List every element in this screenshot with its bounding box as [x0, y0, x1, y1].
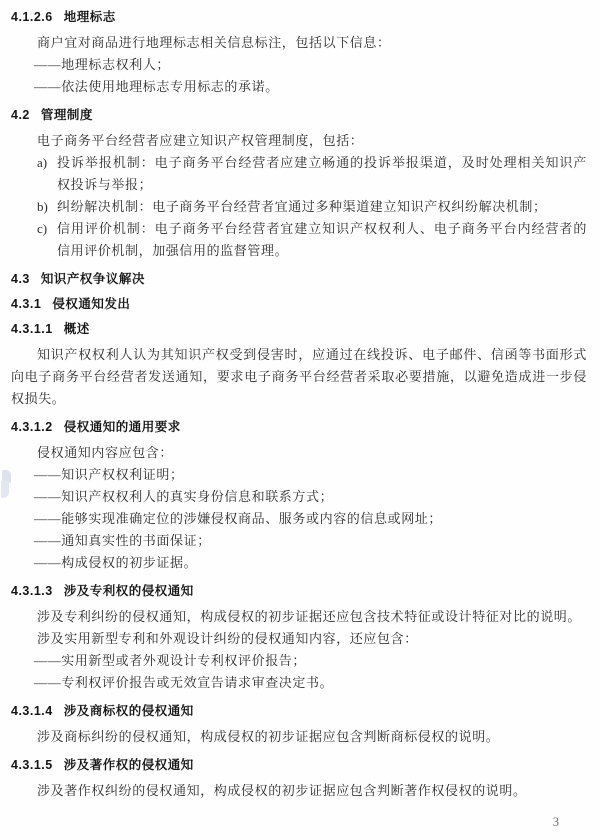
clause-number: 4.3: [11, 272, 30, 286]
clause-heading-4311: [11, 321, 587, 337]
clause-title: 侵权通知的通用要求: [63, 420, 181, 434]
paragraph: 涉及商标纠纷的侵权通知，构成侵权的初步证据应包含判断商标侵权的说明。: [37, 729, 500, 744]
list-marker: b): [37, 199, 48, 214]
paragraph: 涉及实用新型专利和外观设计纠纷的侵权通知内容，还应包含：: [37, 631, 418, 646]
dash-list-item: ——专利权评价报告或无效宣告请求审查决定书。: [34, 675, 334, 690]
clause-title: 涉及著作权的侵权通知: [63, 758, 194, 772]
list-item-text: 投诉举报机制：电子商务平台经营者应建立畅通的投诉举报渠道，及时处理相关知识产权投诉与举报；: [57, 155, 587, 192]
lettered-list-item-c: [11, 218, 587, 262]
clause-title: 管理制度: [40, 108, 93, 122]
clause-number: 4.3.1.4: [11, 704, 53, 718]
clause-heading-4313: [11, 583, 587, 599]
clause-number: 4.3.1.2: [11, 420, 53, 434]
paragraph: 涉及著作权纠纷的侵权通知，构成侵权的初步证据应包含判断著作权侵权的说明。: [37, 783, 527, 798]
list-item-text: 信用评价机制：电子商务平台经营者宜建立知识产权权利人、电子商务平台内经营者的信用评价机制，加强信用的监督管理。: [57, 221, 587, 258]
clause-number: 4.3.1.1: [11, 322, 53, 336]
clause-number: 4.3.1.3: [11, 584, 53, 598]
clause-number: 4.1.2.6: [11, 10, 53, 24]
dash-list-item: ——地理标志权利人；: [34, 57, 171, 72]
dash-list-item: ——依法使用地理标志专用标志的承诺。: [34, 79, 279, 94]
dash-list-item: ——通知真实性的书面保证；: [34, 533, 211, 548]
document-content: [11, 7, 587, 802]
clause-heading-43: [11, 271, 587, 287]
paragraph: 知识产权权利人认为其知识产权受到侵害时，应通过在线投诉、电子邮件、信函等书面形式向电子商务平台经营者发送通知，要求电子商务平台经营者采取必要措施，以避免造成进一步侵权损失。: [11, 347, 587, 406]
lettered-list-item-a: [11, 152, 587, 196]
dash-list-item: ——构成侵权的初步证据。: [34, 555, 198, 570]
lettered-list-item-b: [11, 196, 587, 218]
dash-list-item: ——知识产权权利人的真实身份信息和联系方式；: [34, 489, 334, 504]
scan-artifact-blob: [1, 481, 9, 498]
clause-heading-431: [11, 296, 587, 312]
clause-number: 4.2: [11, 108, 30, 122]
clause-title: 地理标志: [63, 10, 116, 24]
clause-number: 4.3.1.5: [11, 758, 53, 772]
clause-heading-4315: [11, 757, 587, 773]
clause-heading-4312: [11, 419, 587, 435]
clause-title: 概述: [63, 322, 90, 336]
clause-title: 知识产权争议解决: [40, 272, 145, 286]
paragraph: 电子商务平台经营者应建立知识产权管理制度，包括：: [37, 133, 364, 148]
clause-title: 涉及专利权的侵权通知: [63, 584, 194, 598]
clause-title: 侵权通知发出: [52, 297, 131, 311]
page-number: 3: [552, 815, 559, 829]
list-marker: a): [37, 155, 48, 170]
clause-title: 涉及商标权的侵权通知: [63, 704, 194, 718]
scan-artifact-blob: [2, 470, 11, 483]
dash-list-item: ——能够实现准确定位的涉嫌侵权商品、服务或内容的信息或网址；: [34, 511, 443, 526]
list-item-text: 纠纷解决机制：电子商务平台经营者宜通过多种渠道建立知识产权纠纷解决机制；: [57, 199, 547, 214]
clause-heading-4126: [11, 9, 587, 25]
paragraph: 涉及专利纠纷的侵权通知，构成侵权的初步证据还应包含技术特征或设计特征对比的说明。: [37, 609, 582, 624]
clause-number: 4.3.1: [11, 297, 42, 311]
paragraph: 商户宜对商品进行地理标志相关信息标注，包括以下信息：: [37, 35, 391, 50]
paragraph: 侵权通知内容应包含：: [37, 445, 174, 460]
dash-list-item: ——知识产权权利证明；: [34, 467, 184, 482]
list-marker: c): [37, 221, 48, 236]
clause-heading-42: [11, 107, 587, 123]
dash-list-item: ——实用新型或者外观设计专利权评价报告；: [34, 653, 307, 668]
clause-heading-4314: [11, 703, 587, 719]
